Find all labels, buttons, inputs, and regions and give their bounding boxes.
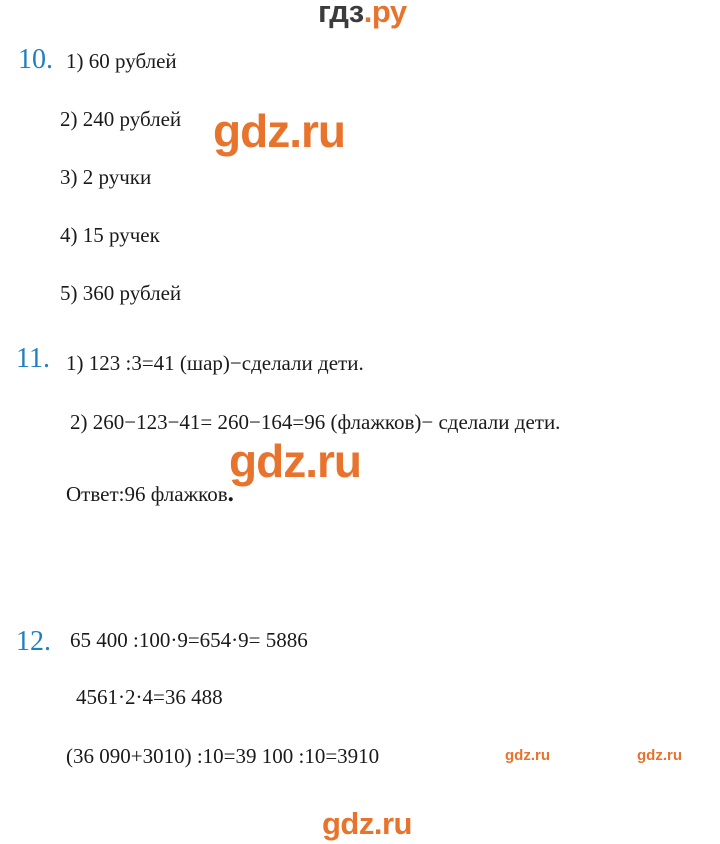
task-12-line-2: 4561·2·4=36 488 [76,685,223,709]
task-10-line-1: 1) 60 рублей [66,49,177,73]
task-11-answer-period: . [227,480,234,507]
task-number-10: 10. [18,44,53,75]
task-10-line-5: 5) 360 рублей [60,281,182,305]
task-11-line-2: 2) 260−123−41= 260−164=96 (флажков)− сделали дети. [70,410,561,434]
watermark-middle-1: gdz.ru [213,105,345,157]
watermark-small-right: gdz.ru [637,747,682,764]
task-11-line-1: 1) 123 :3=41 (шар)−сделали дети. [66,351,364,375]
watermark-bottom: gdz.ru [322,806,412,841]
logo-text-orange: .ру [363,0,407,29]
task-12-line-1: 65 400 :100·9=654·9= 5886 [70,628,308,652]
site-logo-watermark [318,0,407,30]
task-number-11: 11. [16,343,50,374]
watermark-small-left: gdz.ru [505,747,550,764]
task-11-answer-text: Ответ:96 флажков [66,482,228,506]
task-10-line-4: 4) 15 ручек [60,223,160,247]
task-11-answer-line [66,480,234,508]
task-10-line-2: 2) 240 рублей [60,107,182,131]
task-number-12: 12. [16,626,51,657]
task-10-line-3: 3) 2 ручки [60,165,152,189]
task-12-line-3: (36 090+3010) :10=39 100 :10=3910 [66,744,380,768]
watermark-middle-2: gdz.ru [229,435,361,487]
logo-text-gray: гдз [318,0,364,29]
